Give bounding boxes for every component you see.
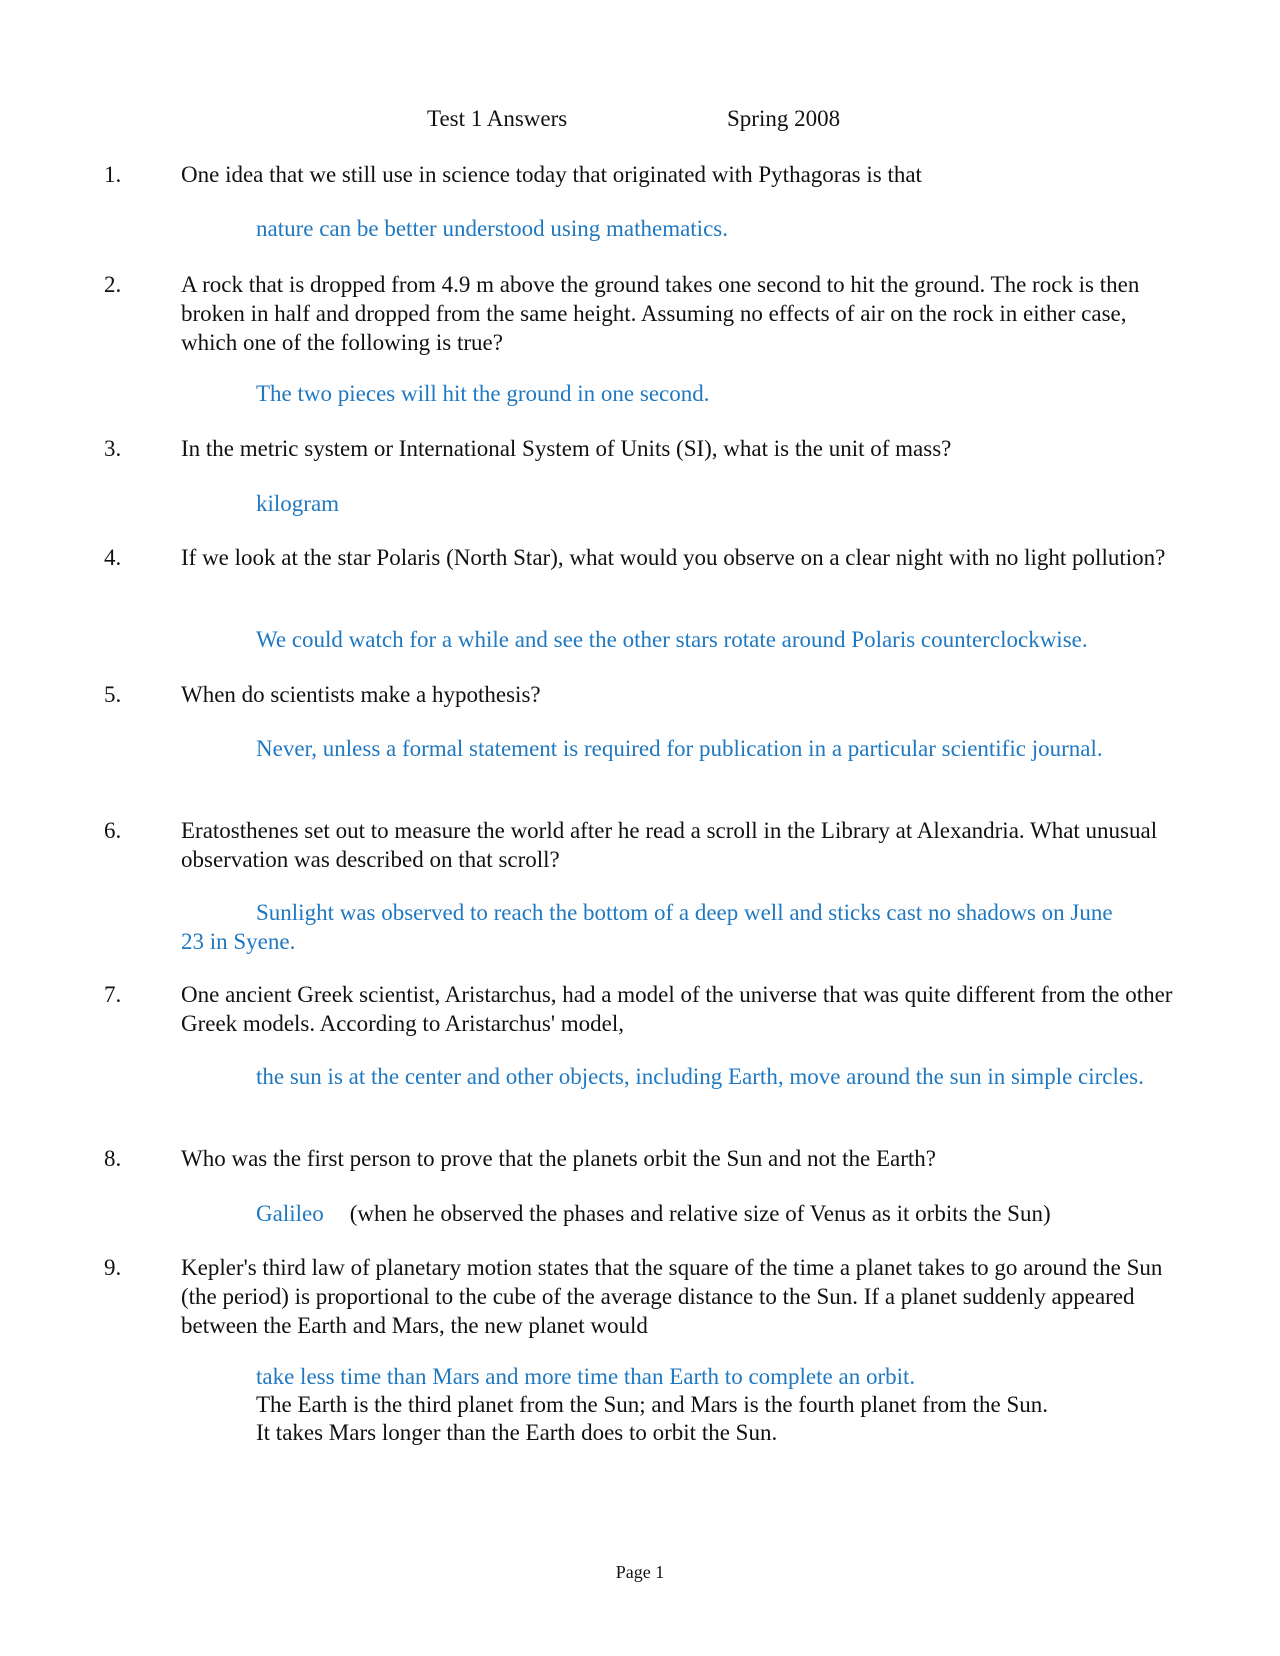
question-text: Eratosthenes set out to measure the world after he read a scroll in the Library at Alexandria. What unusual observation was described on that scroll? [181,818,1158,872]
question-text: In the metric system or International System of Units (SI), what is the unit of mass? [181,436,952,461]
question-text: Who was the first person to prove that the planets orbit the Sun and not the Earth? [181,1146,936,1171]
question-number: 9. [104,1255,122,1280]
question-number: 4. [104,545,122,570]
header [0,104,1280,134]
answer-6: Sunlight was observed to reach the bottom of a deep well and sticks cast no shadows on June 23 in Syene. [181,900,1113,954]
question-number: 1. [104,162,122,187]
question-text: One ancient Greek scientist, Aristarchus, had a model of the universe that was quite different from the other Greek models. According to Aristarchus' model, [181,982,1173,1036]
page-number: Page 1 [615,1562,665,1582]
question-number: 2. [104,272,122,297]
answer-9: take less time than Mars and more time than Earth to complete an orbit. [256,1364,916,1389]
question-text: When do scientists make a hypothesis? [181,682,541,707]
question-number: 8. [104,1146,122,1171]
explanation-line: It takes Mars longer than the Earth does to orbit the Sun. [256,1420,778,1445]
question-text: Kepler's third law of planetary motion states that the square of the time a planet takes to go around the Sun (the period) is proportional to the cube of the average distance to the Sun. If a planet suddenly appeared between the Earth and Mars, the new planet would [181,1255,1163,1338]
term-label: Spring 2008 [727,106,841,131]
answer-3: kilogram [256,491,340,516]
answer-note: (when he observed the phases and relative size of Venus as it orbits the Sun) [349,1201,1051,1226]
answer-5: Never, unless a formal statement is required for publication in a particular scientific journal. [256,736,1103,761]
question-number: 6. [104,818,122,843]
answer-2: The two pieces will hit the ground in one second. [256,381,710,406]
answer-7: the sun is at the center and other objects, including Earth, move around the sun in simple circles. [256,1064,1144,1089]
question-text: If we look at the star Polaris (North Star), what would you observe on a clear night with no light pollution? [181,545,1166,570]
page-title: Test 1 Answers [427,106,568,131]
question-number: 5. [104,682,122,707]
answer-4: We could watch for a while and see the other stars rotate around Polaris counterclockwise. [256,627,1088,652]
answer-text: Galileo [256,1201,324,1226]
question-number: 3. [104,436,122,461]
question-number: 7. [104,982,122,1007]
question-text: One idea that we still use in science today that originated with Pythagoras is that [181,162,922,187]
question-text: A rock that is dropped from 4.9 m above the ground takes one second to hit the ground. The rock is then broken in half and dropped from the same height. Assuming no effects of air on the rock in either case, which one of the following is true? [181,272,1140,355]
answer-8 [181,1199,1181,1228]
explanation-line: The Earth is the third planet from the Sun; and Mars is the fourth planet from the Sun. [256,1392,1049,1417]
answer-1: nature can be better understood using mathematics. [256,216,728,241]
